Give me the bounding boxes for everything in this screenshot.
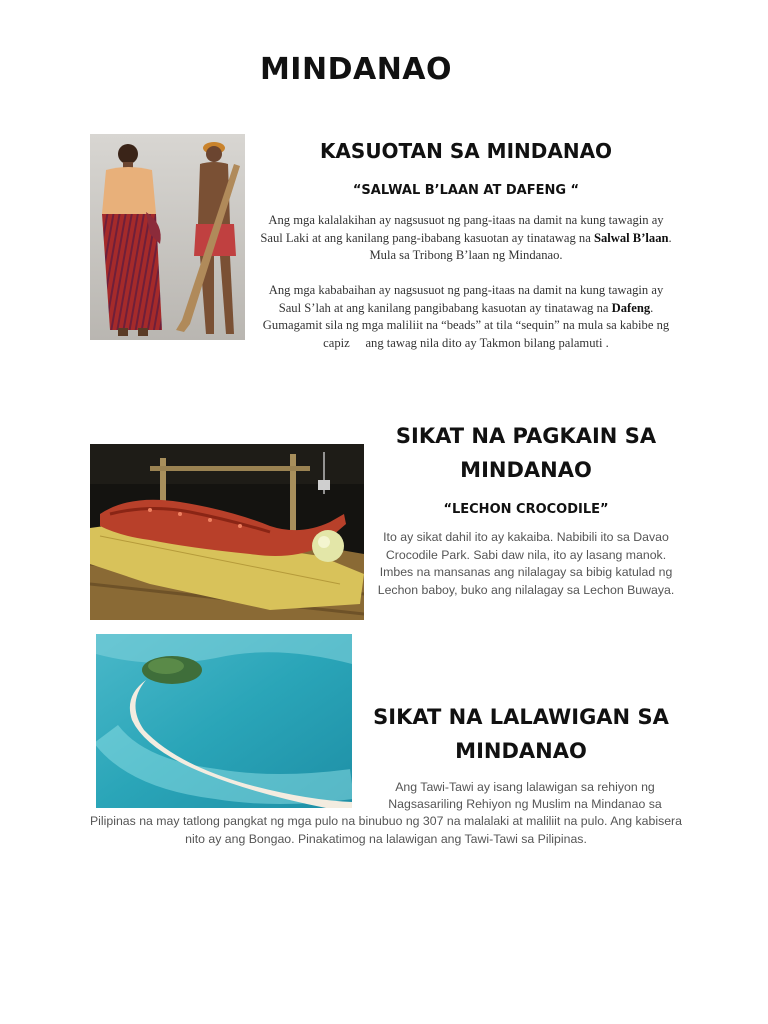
province-section-heading-line1: SIKAT NA LALAWIGAN SA xyxy=(373,705,669,729)
tawi-tawi-island-photo xyxy=(96,634,352,808)
clothing-women-text: Ang mga kababaihan ay nagsusuot ng pang-itaas na damit na kung tawagin ay Saul S’lah at ang kanilang pangibabang kasuotan ay tinatawag na xyxy=(268,283,664,315)
food-section-body: Ito ay sikat dahil ito ay kakaiba. Nabibili ito sa Davao Crocodile Park. Sabi daw nila, ito ay lasang manok. Imbes na mansanas ang nilalagay sa bibig katulad ng Lechon baboy, buko ang nilalagay sa Lechon Buwaya. xyxy=(377,530,675,597)
page-title: MINDANAO xyxy=(259,52,453,87)
clothing-men-paragraph xyxy=(256,212,676,265)
province-body-line2: Nagsasariling Rehiyon ng Muslim na Mindanao sa xyxy=(388,797,662,811)
clothing-men-text: Ang mga kalalakihan ay nagsusuot ng pang-itaas na damit na kung tawagin ay Saul Laki at ang kanilang pang-ibabang kasuotan ay tinatawag na xyxy=(260,213,664,245)
clothing-men-text-end: . Mula sa Tribong B’laan ng Mindanao. xyxy=(369,230,672,262)
province-body-line1: Ang Tawi-Tawi ay isang lalawigan sa rehiyon ng xyxy=(395,780,655,794)
province-section-heading-line2: MINDANAO xyxy=(455,739,587,763)
traditional-clothing-photo xyxy=(90,134,245,340)
food-section-subheading: “LECHON CROCODILE” xyxy=(443,502,609,517)
lechon-crocodile-photo xyxy=(90,444,364,620)
clothing-women-paragraph xyxy=(256,282,676,352)
province-body-line3: Pilipinas na may tatlong pangkat ng mga pulo na binubuo ng 307 na malalaki at maliliit na pulo. Ang kabisera nito ay ang Bongao. Pinakatimog na lalawigan ang Tawi-Tawi sa Pilipinas. xyxy=(89,814,682,846)
salwal-blaan-term: Salwal B’laan xyxy=(593,230,669,245)
clothing-section-subheading: “SALWAL B’LAAN AT DAFENG “ xyxy=(352,183,580,198)
dafeng-term: Dafeng xyxy=(611,300,651,315)
clothing-women-text-end: . Gumagamit sila ng mga maliliit na “beads” at tila “sequin” na mula sa kabibe ng capiz ang tawag nila dito ay Takmon bilang palamuti . xyxy=(262,300,673,350)
food-section-heading-line1: SIKAT NA PAGKAIN SA xyxy=(395,424,657,448)
clothing-section-heading: KASUOTAN SA MINDANAO xyxy=(319,139,613,163)
food-section-heading-line2: MINDANAO xyxy=(460,458,592,482)
